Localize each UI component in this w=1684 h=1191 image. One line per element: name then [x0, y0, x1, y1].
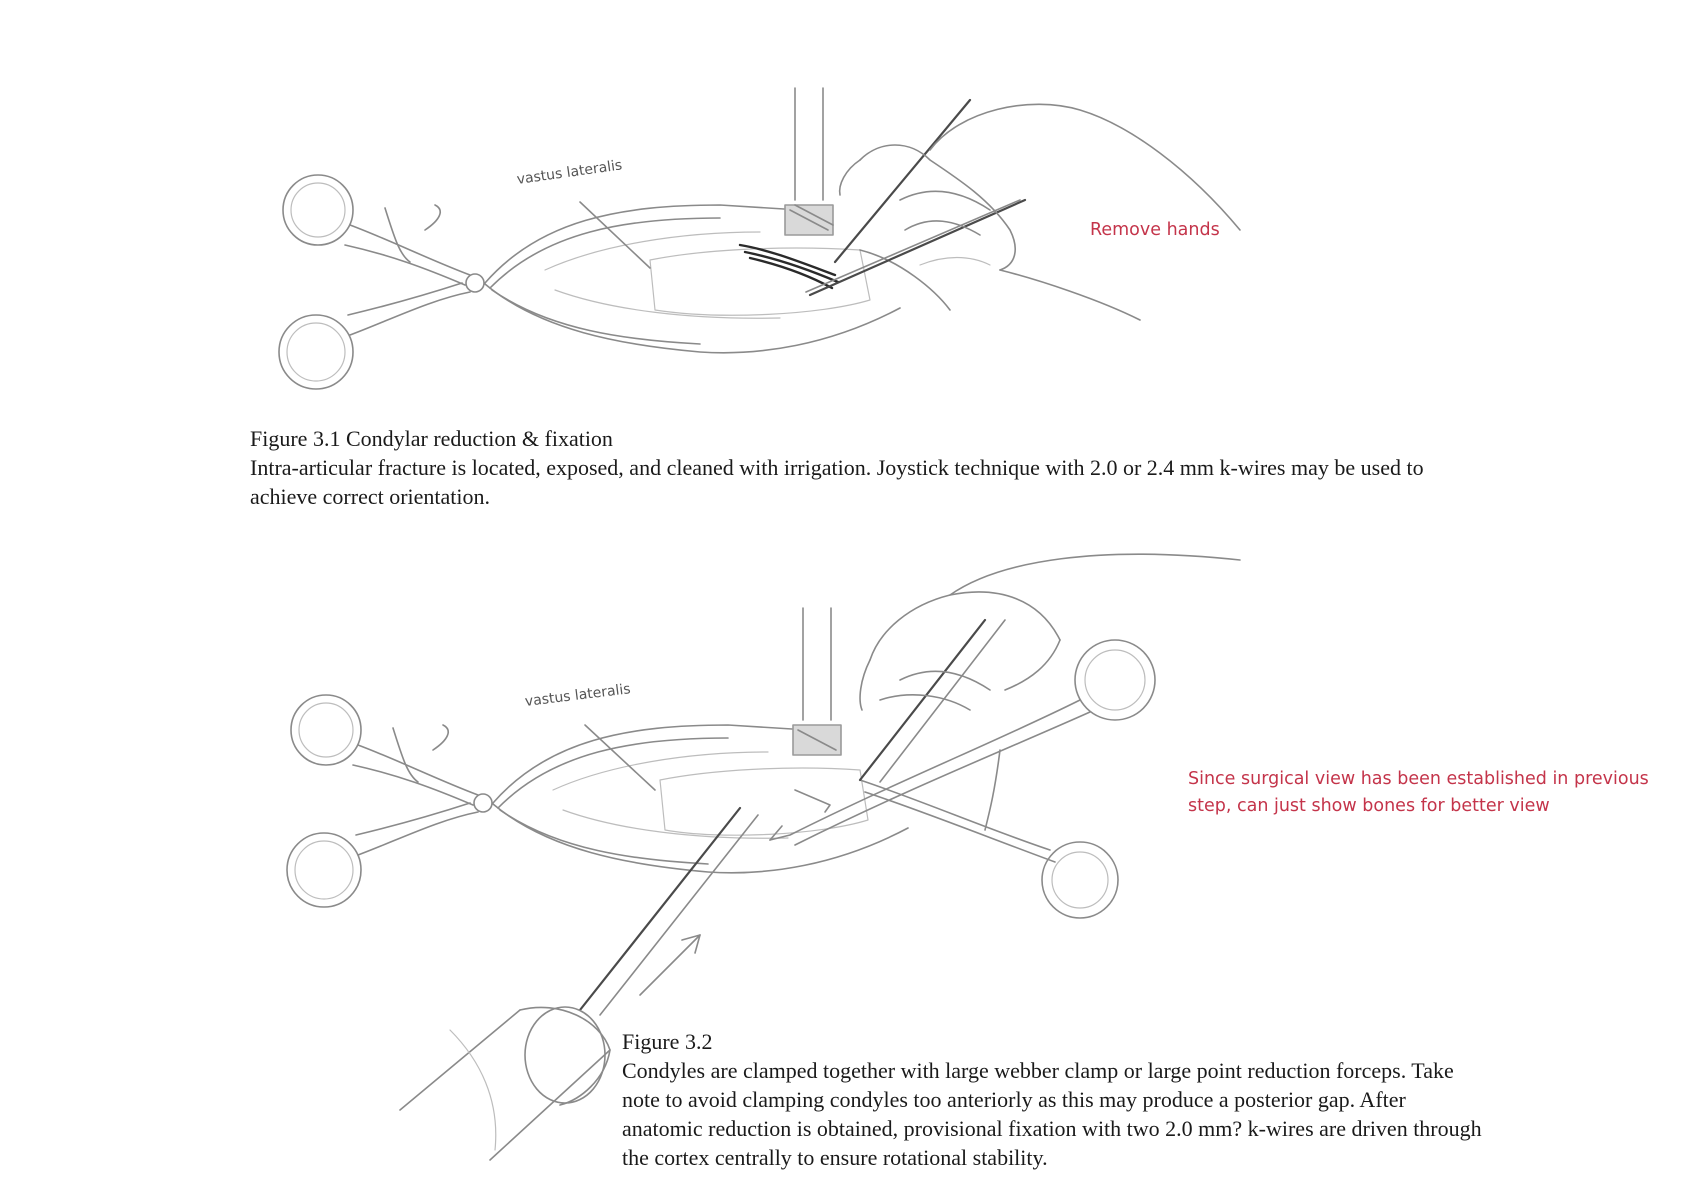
- surgeon-hand-2: [860, 554, 1240, 710]
- retractor-handle-2: [287, 695, 492, 907]
- retractor-post-2: [793, 608, 841, 755]
- direction-arrow: [640, 935, 700, 995]
- k-wires-1: [806, 100, 1025, 295]
- figure-3-1-caption: [250, 424, 1450, 511]
- caption-body: Condyles are clamped together with large webber clamp or large point reduction forceps. Take note to avoid clamping condyles too anteriorly as this may produce a posterior gap. After anatomic reduction is obtained, provisional fixation with two 2.0 mm? k-wires are driven through the cortex centrally to ensure rotational stability.: [622, 1058, 1482, 1170]
- retractor-post-1: [785, 88, 833, 235]
- caption-title: Figure 3.2: [622, 1029, 713, 1054]
- editor-note-2: Since surgical view has been established in previous step, can just show bones for better view: [1188, 769, 1649, 816]
- caption-body: Intra-articular fracture is located, exposed, and cleaned with irrigation. Joystick technique with 2.0 or 2.4 mm k-wires may be used to achieve correct orientation.: [250, 455, 1424, 509]
- k-wires-2: [580, 620, 1005, 1015]
- reduction-forceps: [770, 640, 1155, 918]
- surgeon-hand-1: [840, 104, 1240, 320]
- anatomy-label-2: vastus lateralis: [524, 681, 632, 710]
- retractor-arms-2: [493, 725, 908, 873]
- retractor-arms-1: [485, 205, 950, 353]
- caption-title: Figure 3.1 Condylar reduction & fixation: [250, 426, 613, 451]
- label-leader-1: [580, 202, 650, 268]
- figure-3-2-caption: [622, 1027, 1482, 1172]
- retractor-handle-1: [279, 175, 484, 389]
- editor-note-1: Remove hands: [1090, 220, 1220, 240]
- anatomy-label-1: vastus lateralis: [515, 157, 624, 188]
- drill-2: [400, 1007, 610, 1160]
